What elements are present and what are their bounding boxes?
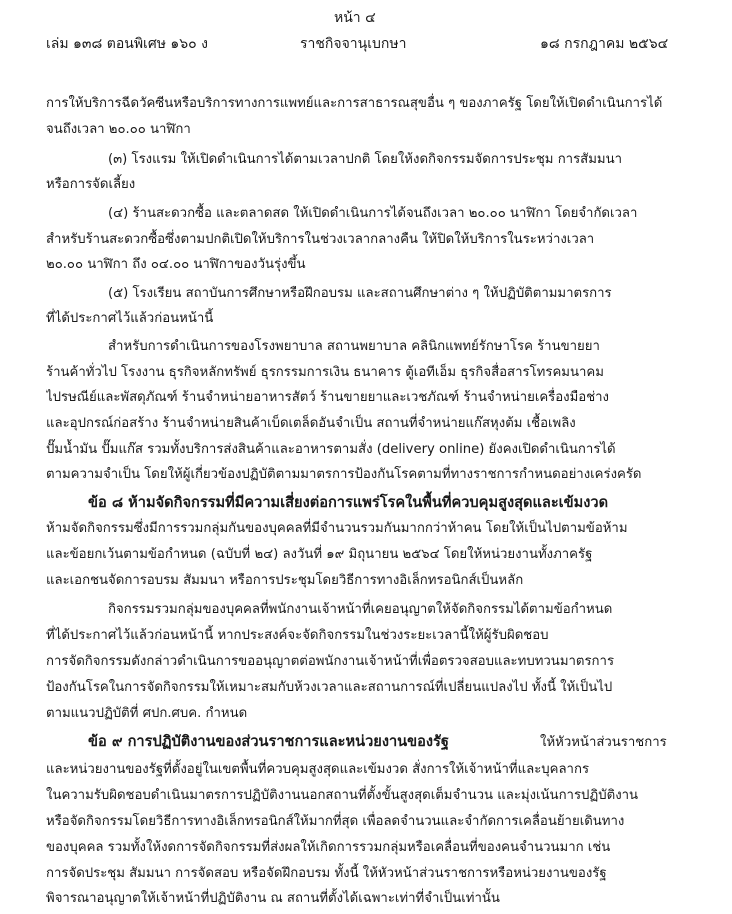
- text-line: ที่ได้ประกาศไว้แล้วก่อนหน้านี้ หากประสงค์จะจัดกิจกรรมในช่วงระยะเวลานี้ให้ผู้รับผิดชอบ: [46, 628, 549, 643]
- text-line: กิจกรรมรวมกลุ่มของบุคคลที่พนักงานเจ้าหน้าที่เคยอนุญาตให้จัดกิจกรรมได้ตามข้อกำหนด: [108, 602, 613, 617]
- clause-9-heading: ข้อ ๙ การปฏิบัติงานของส่วนราชการและหน่วยงานของรัฐ: [88, 733, 449, 750]
- text-line: (๕) โรงเรียน สถาบันการศึกษาหรือฝึกอบรม และสถานศึกษาต่าง ๆ ให้ปฏิบัติตามมาตรการ: [108, 286, 612, 301]
- text-line: และข้อยกเว้นตามข้อกำหนด (ฉบับที่ ๒๔) ลงวันที่ ๑๙ มิถุนายน ๒๕๖๔ โดยให้หน่วยงานทั้งภาครัฐ: [46, 547, 593, 562]
- text-line: จนถึงเวลา ๒๐.๐๐ นาฬิกา: [46, 122, 191, 137]
- text-line: และหน่วยงานของรัฐที่ตั้งอยู่ในเขตพื้นที่ควบคุมสูงสุดและเข้มงวด สั่งการให้เจ้าหน้าที่และบุคลากร: [46, 762, 590, 777]
- text-line: ไปรษณีย์และพัสดุภัณฑ์ ร้านจำหน่ายอาหารสัตว์ ร้านขายยาและเวชภัณฑ์ ร้านจำหน่ายเครื่องมือช่าง: [46, 390, 609, 405]
- text-line: การจัดกิจกรรมดังกล่าวดำเนินการขออนุญาตต่อพนักงานเจ้าหน้าที่เพื่อตรวจสอบและทบทวนมาตรการ: [46, 654, 615, 669]
- text-line: สำหรับร้านสะดวกซื้อซึ่งตามปกติเปิดให้บริการในช่วงเวลากลางคืน ให้ปิดให้บริการในระหว่างเวลา: [46, 232, 595, 247]
- text-line: ปั๊มน้ำมัน ปั๊มแก๊ส รวมทั้งบริการส่งสินค้าและอาหารตามสั่ง (delivery online) ยังคงเปิดดำเนินการได้: [46, 442, 616, 457]
- text-line: สำหรับการดำเนินการของโรงพยาบาล สถานพยาบาล คลินิกแพทย์รักษาโรค ร้านขายยา: [108, 339, 600, 354]
- text-line: ให้หัวหน้าส่วนราชการ: [540, 735, 667, 750]
- text-line: ตามความจำเป็น โดยให้ผู้เกี่ยวข้องปฏิบัติตามมาตรการป้องกันโรคตามที่ทางราชการกำหนดอย่างเคร่งครัด: [46, 467, 642, 482]
- text-line: ในความรับผิดชอบดำเนินมาตรการปฏิบัติงานนอกสถานที่ตั้งขั้นสูงสุดเต็มจำนวน และมุ่งเน้นการปฏิบัติงาน: [46, 788, 639, 803]
- publication-date: ๑๘ กรกฎาคม ๒๕๖๔: [540, 36, 669, 52]
- text-line: การให้บริการฉีดวัคซีนหรือบริการทางการแพทย์และการสาธารณสุขอื่น ๆ ของภาครัฐ โดยให้เปิดดำเนินการได้: [46, 96, 663, 111]
- gazette-title: ราชกิจจานุเบกษา: [300, 36, 407, 52]
- text-line: พิจารณาอนุญาตให้เจ้าหน้าที่ปฏิบัติงาน ณ สถานที่ตั้งได้เฉพาะเท่าที่จำเป็นเท่านั้น: [46, 891, 500, 906]
- volume-issue: เล่ม ๑๓๘ ตอนพิเศษ ๑๖๐ ง: [46, 36, 209, 52]
- text-line: ของบุคคล รวมทั้งให้งดการจัดกิจกรรมที่ส่งผลให้เกิดการรวมกลุ่มหรือเคลื่อนที่ของคนจำนวนมาก เช่น: [46, 840, 611, 855]
- text-line: (๓) โรงแรม ให้เปิดดำเนินการได้ตามเวลาปกติ โดยให้งดกิจกรรมจัดการประชุม การสัมมนา: [108, 152, 623, 167]
- text-line: ตามแนวปฏิบัติที่ ศปก.ศบค. กำหนด: [46, 706, 248, 721]
- text-line: ที่ได้ประกาศไว้แล้วก่อนหน้านี้: [46, 311, 214, 326]
- text-line: ป้องกันโรคในการจัดกิจกรรมให้เหมาะสมกับห้วงเวลาและสถานการณ์ที่เปลี่ยนแปลงไป ทั้งนี้ ให้เป็นไป: [46, 680, 613, 695]
- text-line: ห้ามจัดกิจกรรมซึ่งมีการรวมกลุ่มกันของบุคคลที่มีจำนวนรวมกันมากกว่าห้าคน โดยให้เป็นไปตามข้อห้าม: [46, 521, 628, 536]
- text-line: การจัดประชุม สัมมนา การจัดสอบ หรือจัดฝึกอบรม ทั้งนี้ ให้หัวหน้าส่วนราชการหรือหน่วยงานของรัฐ: [46, 866, 607, 881]
- text-line: (๔) ร้านสะดวกซื้อ และตลาดสด ให้เปิดดำเนินการได้จนถึงเวลา ๒๐.๐๐ นาฬิกา โดยจำกัดเวลา: [108, 206, 638, 221]
- text-line: หรือจัดกิจกรรมโดยวิธีการทางอิเล็กทรอนิกส์ให้มากที่สุด เพื่อลดจำนวนและจำกัดการเคลื่อนย้ายเดินทาง: [46, 814, 625, 829]
- text-line: และอุปกรณ์ก่อสร้าง ร้านจำหน่ายสินค้าเบ็ดเตล็ดอันจำเป็น สถานที่จำหน่ายแก๊สหุงต้ม เชื้อเพลิง: [46, 416, 576, 431]
- text-line: ๒๐.๐๐ นาฬิกา ถึง ๐๔.๐๐ นาฬิกาของวันรุ่งขึ้น: [46, 257, 306, 272]
- page-number: หน้า ๔: [334, 10, 376, 26]
- clause-8-heading: ข้อ ๘ ห้ามจัดกิจกรรมที่มีความเสี่ยงต่อการแพร่โรคในพื้นที่ควบคุมสูงสุดและเข้มงวด: [88, 494, 609, 511]
- text-line: และเอกชนจัดการอบรม สัมมนา หรือการประชุมโดยวิธีการทางอิเล็กทรอนิกส์เป็นหลัก: [46, 573, 524, 588]
- text-line: หรือการจัดเลี้ยง: [46, 177, 136, 192]
- text-line: ร้านค้าทั่วไป โรงงาน ธุรกิจหลักทรัพย์ ธุรกรรมการเงิน ธนาคาร ตู้เอทีเอ็ม ธุรกิจสื่อสารโทรคมนาคม: [46, 365, 604, 380]
